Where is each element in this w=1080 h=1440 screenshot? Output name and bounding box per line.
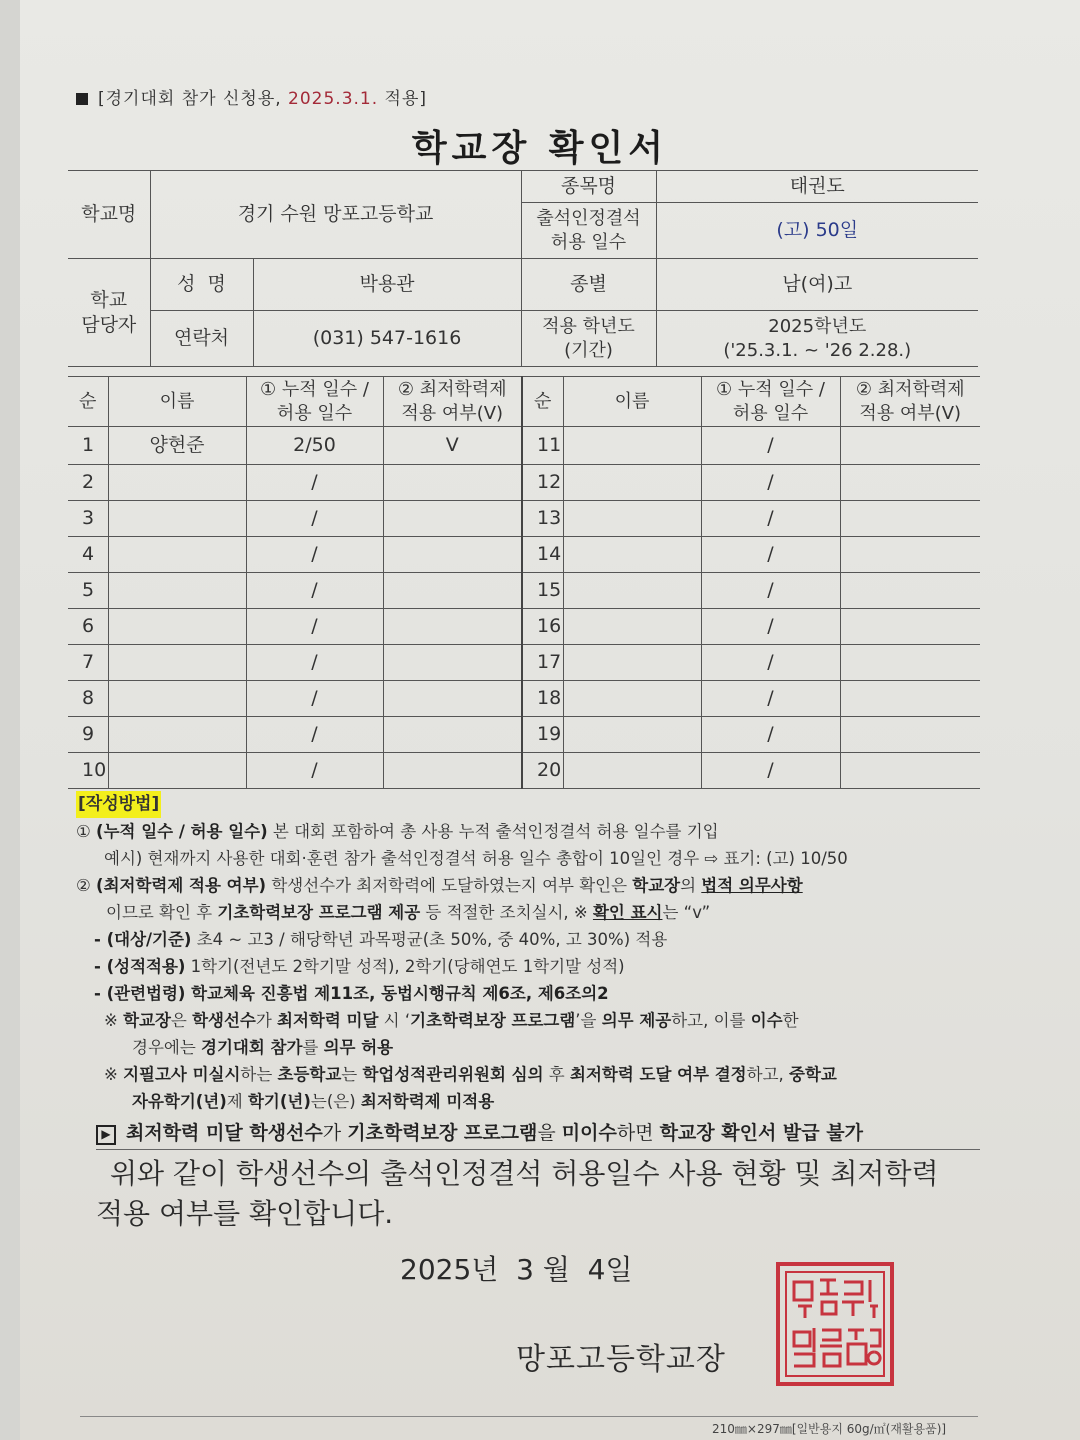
table-row bbox=[68, 501, 980, 537]
student-name bbox=[563, 645, 701, 681]
final-note-text: 하면 bbox=[616, 1122, 660, 1144]
days-used: / bbox=[246, 609, 383, 645]
row-number: 7 bbox=[68, 645, 108, 681]
note-bold: 학생선수 bbox=[192, 1011, 256, 1030]
final-warning-note bbox=[96, 1118, 980, 1150]
footer-rule bbox=[80, 1416, 978, 1417]
student-name bbox=[108, 609, 246, 645]
gender-label: 종별 bbox=[521, 259, 656, 311]
method-item-2 bbox=[76, 872, 986, 899]
min-academic-check bbox=[383, 501, 522, 537]
row-number: 11 bbox=[522, 427, 563, 465]
contact-value: (031) 547-1616 bbox=[253, 311, 521, 367]
min-academic-check: V bbox=[383, 427, 522, 465]
roster-header-days-line1: ① 누적 일수 / bbox=[716, 379, 825, 401]
issue-date: 2025년 3 월 4일 bbox=[400, 1253, 633, 1286]
arrow-box-icon: ▶ bbox=[96, 1125, 116, 1145]
student-name bbox=[563, 537, 701, 573]
student-name bbox=[563, 573, 701, 609]
item-1-text: 본 대회 포함하여 총 사용 누적 출석인정결석 허용 일수를 기입 bbox=[267, 822, 719, 841]
principal-signature: 망포고등학교장 bbox=[516, 1342, 726, 1377]
paper-spec-footer: 210㎜×297㎜[일반용지 60g/㎡(재활용품)] bbox=[712, 1422, 947, 1436]
student-name bbox=[563, 609, 701, 645]
item-2-bold: 기초학력보장 프로그램 제공 bbox=[217, 903, 421, 922]
note-text: 시 ‘ bbox=[378, 1011, 411, 1030]
method-item-1 bbox=[76, 818, 986, 845]
row-number: 18 bbox=[522, 681, 563, 717]
days-used: / bbox=[701, 753, 840, 789]
roster-header-days bbox=[246, 377, 383, 427]
manager-label-line1: 학교 bbox=[90, 288, 128, 311]
days-used: / bbox=[701, 645, 840, 681]
method-detail-1 bbox=[76, 926, 986, 953]
document-title: 학교장 확인서 bbox=[411, 128, 669, 169]
school-value: 경기 수원 망포고등학교 bbox=[150, 171, 521, 259]
item-number: ② bbox=[76, 876, 91, 895]
min-academic-check bbox=[840, 609, 980, 645]
row-number: 5 bbox=[68, 573, 108, 609]
note-text: 를 bbox=[302, 1038, 324, 1057]
method-note-2 bbox=[76, 1061, 986, 1088]
note-text: 하고, 이를 bbox=[671, 1011, 751, 1030]
row-number: 10 bbox=[68, 753, 108, 789]
student-name bbox=[108, 573, 246, 609]
roster-header-min-line2: 적용 여부(V) bbox=[401, 402, 504, 424]
min-academic-check bbox=[840, 645, 980, 681]
days-used: / bbox=[701, 681, 840, 717]
row-number: 13 bbox=[522, 501, 563, 537]
days-used: / bbox=[701, 427, 840, 465]
detail-text: 초4 ~ 고3 / 해당학년 과목평균(초 50%, 중 40%, 고 30%) 적용 bbox=[191, 930, 668, 949]
min-academic-check bbox=[840, 681, 980, 717]
min-academic-check bbox=[383, 645, 522, 681]
days-used: 2/50 bbox=[246, 427, 383, 465]
min-academic-check bbox=[383, 753, 522, 789]
note-text: 경우에는 bbox=[132, 1038, 202, 1057]
student-name bbox=[108, 645, 246, 681]
school-label: 학교명 bbox=[68, 171, 150, 259]
final-note-bold: 기초학력보장 프로그램 bbox=[347, 1122, 538, 1144]
note-mark: ※ bbox=[104, 1011, 124, 1030]
statement-line-2: 적용 여부를 확인합니다. bbox=[96, 1197, 394, 1230]
days-used: / bbox=[246, 537, 383, 573]
note-bold: 기초학력보장 프로그램 bbox=[410, 1011, 576, 1030]
note-text: 하고, bbox=[746, 1065, 789, 1084]
item-2-title: (최저학력제 적용 여부) bbox=[96, 876, 267, 895]
note-text: 하는 bbox=[240, 1065, 278, 1084]
row-number: 1 bbox=[68, 427, 108, 465]
school-seal-stamp bbox=[776, 1262, 894, 1386]
detail-text: 1학기(전년도 2학기말 성적), 2학기(당해연도 1학기말 성적) bbox=[185, 957, 625, 976]
row-number: 3 bbox=[68, 501, 108, 537]
roster-header-days bbox=[701, 377, 840, 427]
table-row bbox=[68, 465, 980, 501]
student-name bbox=[108, 717, 246, 753]
note-bold: 최저학력 미달 bbox=[277, 1011, 379, 1030]
header-note-prefix: [경기대회 참가 신청용, bbox=[98, 89, 289, 109]
detail-text: 학교체육 진흥법 제11조, 동법시행규칙 제6조, 제6조의2 bbox=[185, 984, 609, 1003]
min-academic-check bbox=[840, 465, 980, 501]
seal-glyphs bbox=[780, 1266, 890, 1382]
year-label bbox=[521, 311, 656, 367]
note-bold: 최저학력 도달 여부 결정 bbox=[570, 1065, 747, 1084]
detail-label: - (성적적용) bbox=[94, 957, 186, 976]
note-mark: ※ bbox=[104, 1065, 124, 1084]
days-used: / bbox=[701, 573, 840, 609]
method-item-2-line2 bbox=[76, 899, 986, 926]
note-text: 한 bbox=[782, 1011, 799, 1030]
table-row bbox=[68, 427, 980, 465]
final-note-text: 을 bbox=[537, 1122, 562, 1144]
student-name bbox=[563, 753, 701, 789]
row-number: 14 bbox=[522, 537, 563, 573]
min-academic-check bbox=[383, 465, 522, 501]
roster-header-name: 이름 bbox=[563, 377, 701, 427]
student-name bbox=[563, 465, 701, 501]
days-used: / bbox=[701, 465, 840, 501]
name-value: 박용관 bbox=[253, 259, 521, 311]
roster-header-min-line1: ② 최저학력제 bbox=[397, 379, 507, 401]
row-number: 17 bbox=[522, 645, 563, 681]
row-number: 12 bbox=[522, 465, 563, 501]
table-row bbox=[68, 573, 980, 609]
note-text: 은 bbox=[170, 1011, 193, 1030]
student-name: 양현준 bbox=[108, 427, 246, 465]
student-name bbox=[108, 501, 246, 537]
table-row bbox=[68, 753, 980, 789]
min-academic-check bbox=[383, 609, 522, 645]
min-academic-check bbox=[840, 753, 980, 789]
min-academic-check bbox=[840, 573, 980, 609]
note-bold: 중학교 bbox=[789, 1065, 837, 1084]
min-academic-check bbox=[840, 537, 980, 573]
min-academic-check bbox=[840, 501, 980, 537]
table-row bbox=[68, 717, 980, 753]
sport-label: 종목명 bbox=[521, 171, 656, 203]
year-label-line2: (기간) bbox=[564, 339, 613, 361]
note-bold: 초등학교 bbox=[277, 1065, 342, 1084]
days-used: / bbox=[701, 501, 840, 537]
note-text: 가 bbox=[255, 1011, 278, 1030]
item-2-text: 이므로 확인 후 bbox=[106, 903, 218, 922]
roster-header-days-line2: 허용 일수 bbox=[732, 402, 809, 424]
method-item-1-example: 예시) 현재까지 사용한 대회·훈련 참가 출석인정결석 허용 일수 총합이 10일인 경우 ⇨ 표기: (고) 10/50 bbox=[104, 849, 848, 868]
item-number: ① bbox=[76, 822, 91, 841]
days-used: / bbox=[701, 717, 840, 753]
roster-header-min-line2: 적용 여부(V) bbox=[859, 402, 962, 424]
item-2-text: 의 bbox=[680, 876, 702, 895]
note-bold: 의무 허용 bbox=[323, 1038, 394, 1057]
note-bold: 이수 bbox=[750, 1011, 783, 1030]
roster-header-min bbox=[840, 377, 980, 427]
school-info-table bbox=[68, 170, 978, 367]
min-academic-check bbox=[383, 681, 522, 717]
days-used: / bbox=[246, 753, 383, 789]
manager-label-line2: 담당자 bbox=[81, 313, 137, 336]
note-bold: 지필고사 미실시 bbox=[123, 1065, 241, 1084]
row-number: 9 bbox=[68, 717, 108, 753]
student-name bbox=[563, 427, 701, 465]
method-heading: [작성방법] bbox=[76, 791, 161, 818]
item-2-text: 학생선수가 최저학력에 도달하였는지 여부 확인은 bbox=[266, 876, 633, 895]
student-name bbox=[563, 717, 701, 753]
note-bold: 학교장 bbox=[123, 1011, 171, 1030]
table-row bbox=[68, 645, 980, 681]
student-name bbox=[108, 681, 246, 717]
min-academic-check bbox=[383, 537, 522, 573]
roster-header-days-line2: 허용 일수 bbox=[276, 402, 353, 424]
note-text: 제 bbox=[226, 1092, 248, 1111]
square-bullet-icon bbox=[76, 93, 88, 105]
final-note-bold: 최저학력 미달 학생선수 bbox=[126, 1122, 323, 1144]
row-number: 15 bbox=[522, 573, 563, 609]
year-label-line1: 적용 학년도 bbox=[542, 316, 635, 338]
table-row bbox=[68, 537, 980, 573]
final-note-bold: 학교장 확인서 발급 불가 bbox=[659, 1122, 863, 1144]
roster-header-name: 이름 bbox=[108, 377, 246, 427]
method-note-2-line2 bbox=[76, 1088, 986, 1115]
table-row bbox=[68, 609, 980, 645]
roster-header-min bbox=[383, 377, 522, 427]
absence-label bbox=[521, 203, 656, 259]
student-name bbox=[563, 681, 701, 717]
final-note-text: 가 bbox=[322, 1122, 348, 1144]
student-name bbox=[108, 753, 246, 789]
roster-header-no: 순 bbox=[68, 377, 108, 427]
min-academic-check bbox=[840, 717, 980, 753]
row-number: 4 bbox=[68, 537, 108, 573]
item-2-bold: 법적 의무사항 bbox=[701, 876, 803, 895]
min-academic-check bbox=[840, 427, 980, 465]
year-value bbox=[656, 311, 978, 367]
min-academic-check bbox=[383, 717, 522, 753]
header-note-suffix: 적용] bbox=[378, 89, 428, 109]
row-number: 8 bbox=[68, 681, 108, 717]
item-2-text: 등 적절한 조치실시, ※ bbox=[420, 903, 593, 922]
row-number: 19 bbox=[522, 717, 563, 753]
roster-header-days-line1: ① 누적 일수 / bbox=[260, 379, 369, 401]
final-note-bold: 미이수 bbox=[561, 1122, 617, 1144]
year-value-line2: ('25.3.1. ~ '26 2.28.) bbox=[723, 339, 912, 361]
student-name bbox=[108, 537, 246, 573]
header-note bbox=[76, 84, 427, 109]
student-name bbox=[563, 501, 701, 537]
note-bold: 경기대회 참가 bbox=[201, 1038, 303, 1057]
note-text: 는(은) bbox=[310, 1092, 361, 1111]
method-detail-3 bbox=[76, 980, 986, 1007]
note-text: ’을 bbox=[575, 1011, 602, 1030]
days-used: / bbox=[246, 681, 383, 717]
roster-header-min-line1: ② 최저학력제 bbox=[855, 379, 965, 401]
student-name bbox=[108, 465, 246, 501]
days-used: / bbox=[701, 537, 840, 573]
note-bold: 학기(년) bbox=[247, 1092, 311, 1111]
seal-glyph-strokes bbox=[794, 1280, 880, 1366]
writing-method-section bbox=[76, 790, 986, 1115]
days-used: / bbox=[246, 645, 383, 681]
note-text: 는 bbox=[341, 1065, 363, 1084]
days-used: / bbox=[246, 465, 383, 501]
days-used: / bbox=[701, 609, 840, 645]
method-note-1 bbox=[76, 1007, 986, 1034]
note-bold: 최저학력제 미적용 bbox=[360, 1092, 495, 1111]
detail-label: - (대상/기준) bbox=[94, 930, 192, 949]
note-bold: 자유학기(년) bbox=[132, 1092, 227, 1111]
row-number: 20 bbox=[522, 753, 563, 789]
note-text: 후 bbox=[543, 1065, 570, 1084]
table-row bbox=[68, 681, 980, 717]
method-note-1-line2 bbox=[76, 1034, 986, 1061]
absence-label-line2: 허용 일수 bbox=[550, 231, 627, 253]
absence-value: (고) 50일 bbox=[656, 203, 978, 259]
item-1-title: (누적 일수 / 허용 일수) bbox=[96, 822, 268, 841]
manager-label bbox=[68, 259, 150, 367]
days-used: / bbox=[246, 573, 383, 609]
paper-edge bbox=[0, 0, 20, 1440]
header-note-date: 2025.3.1. bbox=[288, 89, 379, 109]
name-label: 성 명 bbox=[150, 259, 253, 311]
item-2-bold: 학교장 bbox=[632, 876, 681, 895]
min-academic-check bbox=[383, 573, 522, 609]
year-value-line1: 2025학년도 bbox=[768, 316, 867, 338]
student-roster-table bbox=[68, 376, 980, 789]
item-2-bold: 확인 표시 bbox=[592, 903, 663, 922]
statement-line-1: 위와 같이 학생선수의 출석인정결석 허용일수 사용 현황 및 최저학력 bbox=[110, 1157, 939, 1190]
detail-label: - (관련법령) bbox=[94, 984, 186, 1003]
item-2-text: 는 “v” bbox=[662, 903, 711, 922]
row-number: 6 bbox=[68, 609, 108, 645]
note-bold: 의무 제공 bbox=[601, 1011, 672, 1030]
days-used: / bbox=[246, 501, 383, 537]
confirmation-statement bbox=[96, 1154, 976, 1234]
sport-value: 태권도 bbox=[656, 171, 978, 203]
note-bold: 학업성적관리위원회 심의 bbox=[362, 1065, 544, 1084]
roster-header-no: 순 bbox=[522, 377, 563, 427]
row-number: 16 bbox=[522, 609, 563, 645]
row-number: 2 bbox=[68, 465, 108, 501]
contact-label: 연락처 bbox=[150, 311, 253, 367]
method-detail-2 bbox=[76, 953, 986, 980]
absence-label-line1: 출석인정결석 bbox=[536, 208, 641, 230]
gender-value: 남(여)고 bbox=[656, 259, 978, 311]
days-used: / bbox=[246, 717, 383, 753]
